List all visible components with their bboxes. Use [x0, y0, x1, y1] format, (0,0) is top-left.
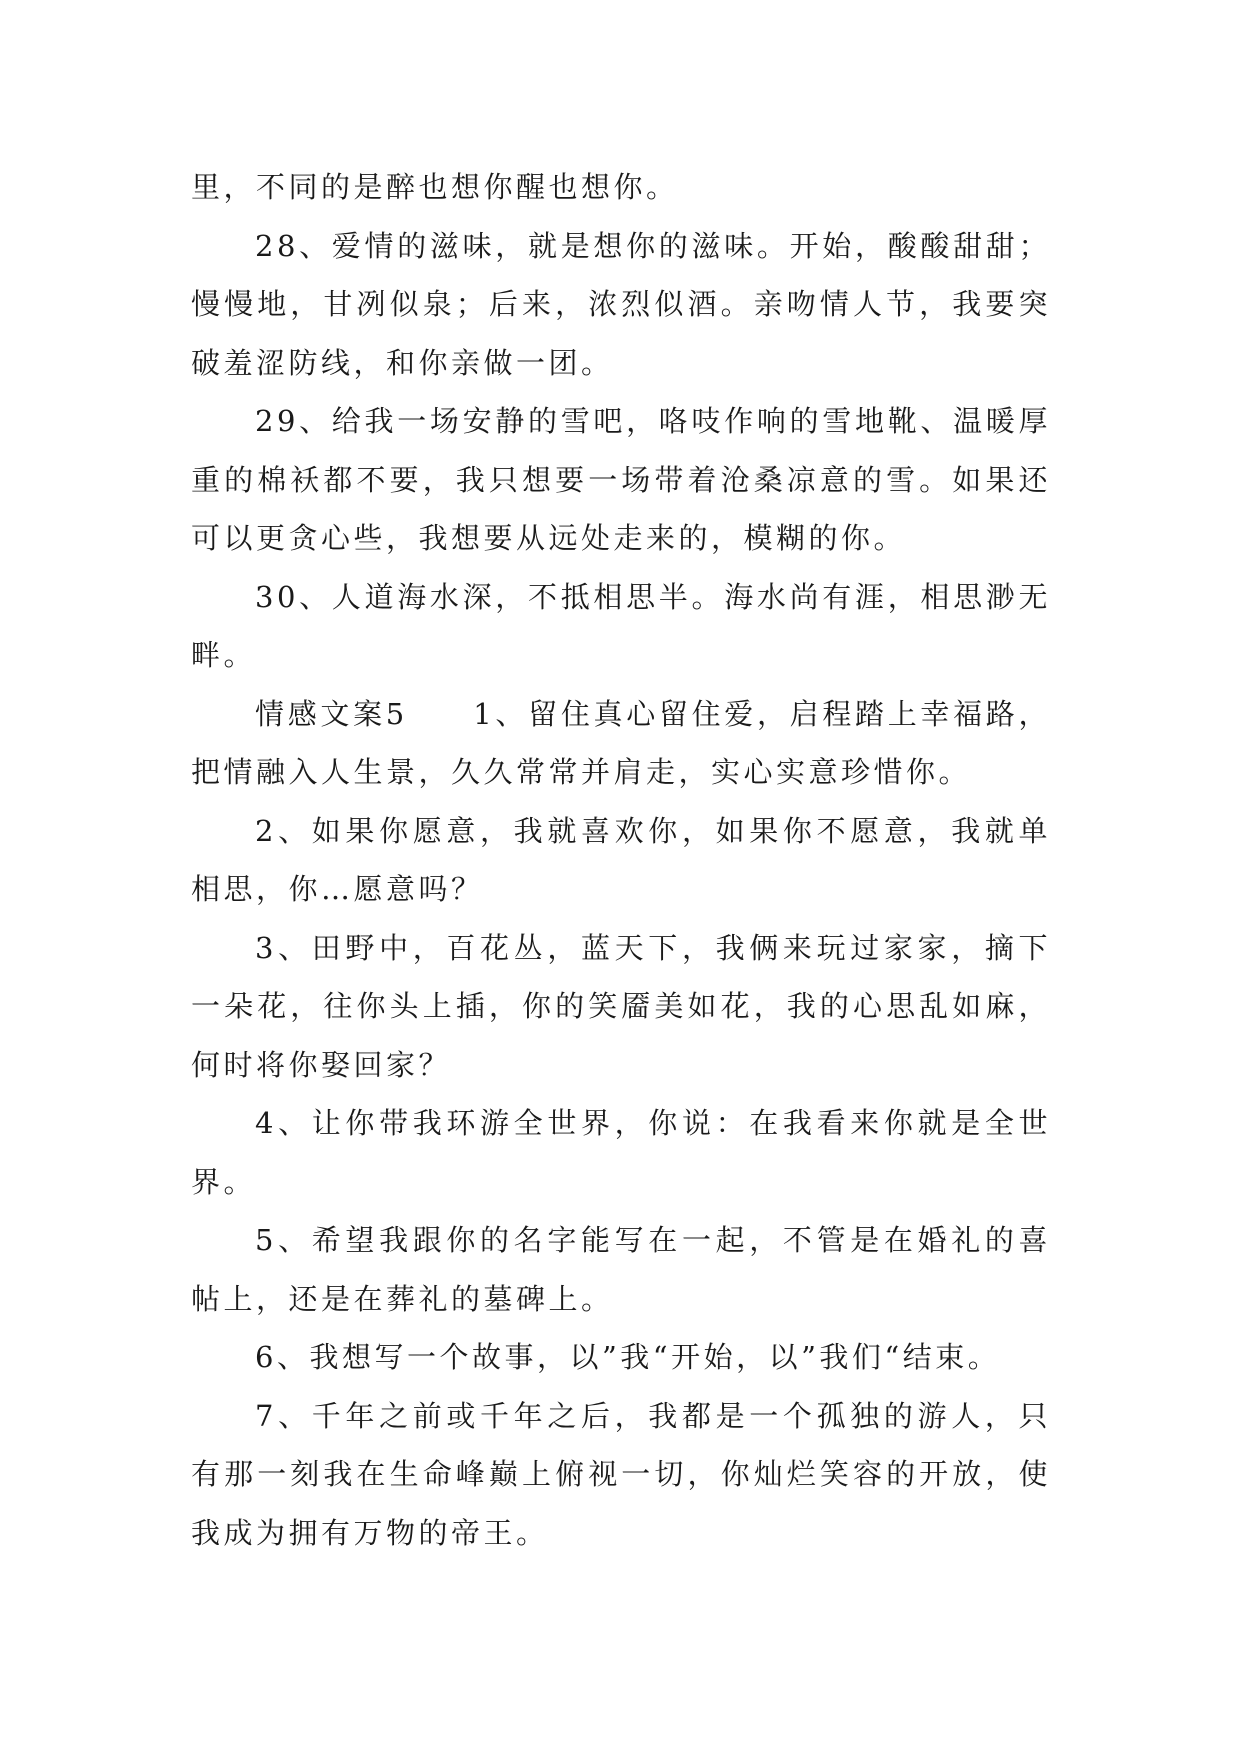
paragraph-item-7: 7、千年之前或千年之后，我都是一个孤独的游人，只有那一刻我在生命峰巅上俯视一切，你灿烂笑容的开放，使我成为拥有万物的帝王。	[191, 1398, 1051, 1550]
paragraph-28: 28、爱情的滋味，就是想你的滋味。开始，酸酸甜甜；慢慢地，甘冽似泉；后来，浓烈似酒。亲吻情人节，我要突破羞涩防线，和你亲做一团。	[191, 228, 1051, 380]
paragraph-item-6: 6、我想写一个故事，以”我“开始，以”我们“结束。	[255, 1340, 1001, 1374]
section-heading-emotion-5: 情感文案5 1、留住真心留住爱，启程踏上幸福路，把情融入人生景，久久常常并肩走，实心实意珍惜你。	[191, 696, 1051, 789]
paragraph-item-2: 2、如果你愿意，我就喜欢你，如果你不愿意，我就单相思，你…愿意吗？	[191, 813, 1051, 906]
paragraph-item-3: 3、田野中，百花丛，蓝天下，我俩来玩过家家，摘下一朵花，往你头上插，你的笑靥美如花，我的心思乱如麻，何时将你娶回家？	[191, 930, 1051, 1082]
paragraph-item-5: 5、希望我跟你的名字能写在一起，不管是在婚礼的喜帖上，还是在葬礼的墓碑上。	[191, 1223, 1051, 1316]
paragraph-29: 29、给我一场安静的雪吧，咯吱作响的雪地靴、温暖厚重的棉袄都不要，我只想要一场带着沧桑凉意的雪。如果还可以更贪心些，我想要从远处走来的，模糊的你。	[191, 404, 1051, 555]
paragraph-30: 30、人道海水深，不抵相思半。海水尚有涯，相思渺无畔。	[191, 579, 1051, 672]
document-body	[191, 158, 1051, 1562]
paragraph-continuation: 里，不同的是醉也想你醒也想你。	[191, 170, 679, 204]
paragraph-item-4: 4、让你带我环游全世界，你说：在我看来你就是全世界。	[191, 1106, 1051, 1199]
